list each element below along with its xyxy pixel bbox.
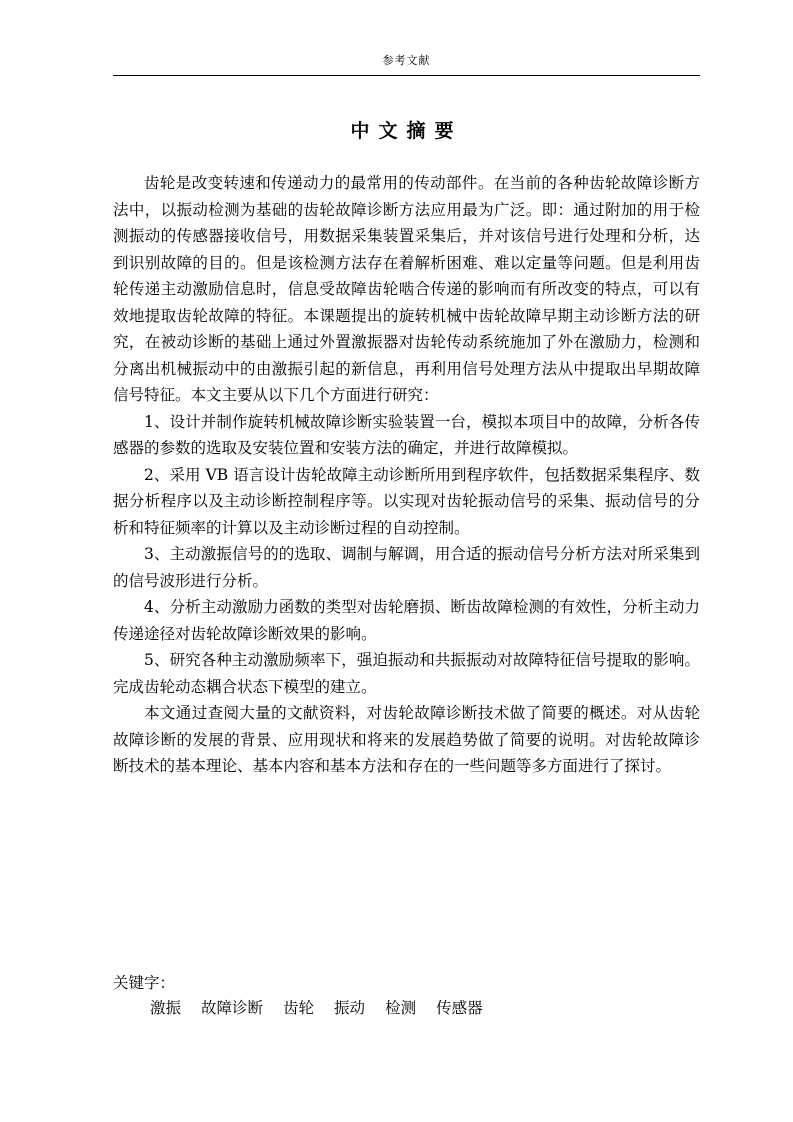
- keyword: 激振: [150, 999, 182, 1017]
- research-item: 4、分析主动激励力函数的类型对齿轮磨损、断齿故障检测的有效性，分析主动力传递途径对齿轮故障诊断效果的影响。: [113, 598, 700, 643]
- keywords-list: [150, 995, 503, 1021]
- keyword: 故障诊断: [201, 999, 264, 1017]
- header-divider: [113, 75, 700, 76]
- abstract-body: [113, 170, 700, 780]
- abstract-paragraph: 本文通过查阅大量的文献资料，对齿轮故障诊断技术做了简要的概述。对从齿轮故障诊断的发展的背景、应用现状和将来的发展趋势做了简要的说明。对齿轮故障诊断技术的基本理论、基本内容和基本方法和存在的一些问题等多方面进行了探讨。: [113, 704, 700, 775]
- abstract-paragraph: 齿轮是改变转速和传递动力的最常用的传动部件。在当前的各种齿轮故障诊断方法中，以振动检测为基础的齿轮故障诊断方法应用最为广泛。即：通过附加的用于检测振动的传感器接收信号，用数据采集装置采集后，并对该信号进行处理和分析，达到识别故障的目的。但是该检测方法存在着解析困难、难以定量等问题。但是利用齿轮传递主动激励信息时，信息受故障齿轮啮合传递的影响而有所改变的特点，可以有效地提取齿轮故障的特征。本课题提出的旋转机械中齿轮故障早期主动诊断方法的研究，在被动诊断的基础上通过外置激振器对齿轮传动系统施加了外在激励力，检测和分离出机械振动中的由激振引起的新信息，再利用信号处理方法从中提取出早期故障信号特征。本文主要从以下几个方面进行研究：: [113, 174, 700, 404]
- keyword: 齿轮: [283, 999, 315, 1017]
- research-item: 3、主动激振信号的的选取、调制与解调，用合适的振动信号分析方法对所采集到的信号波形进行分析。: [113, 545, 700, 590]
- page-title: 中文摘要: [350, 120, 463, 142]
- keywords-label: 关键字：: [113, 974, 176, 992]
- research-item: 2、采用 VB 语言设计齿轮故障主动诊断所用到程序软件，包括数据采集程序、数据分析程序以及主动诊断控制程序等。以实现对齿轮振动信号的采集、振动信号的分析和特征频率的计算以及主动诊断过程的自动控制。: [113, 465, 700, 537]
- running-header: 参考文献: [382, 54, 431, 67]
- keyword: 振动: [334, 999, 366, 1017]
- research-item: 5、研究各种主动激励频率下，强迫振动和共振振动对故障特征信号提取的影响。完成齿轮动态耦合状态下模型的建立。: [113, 651, 700, 696]
- research-item: 1、设计并制作旋转机械故障诊断实验装置一台，模拟本项目中的故障，分析各传感器的参数的选取及安装位置和安装方法的确定，并进行故障模拟。: [113, 412, 700, 457]
- keyword: 传感器: [436, 999, 483, 1017]
- keyword: 检测: [385, 999, 417, 1017]
